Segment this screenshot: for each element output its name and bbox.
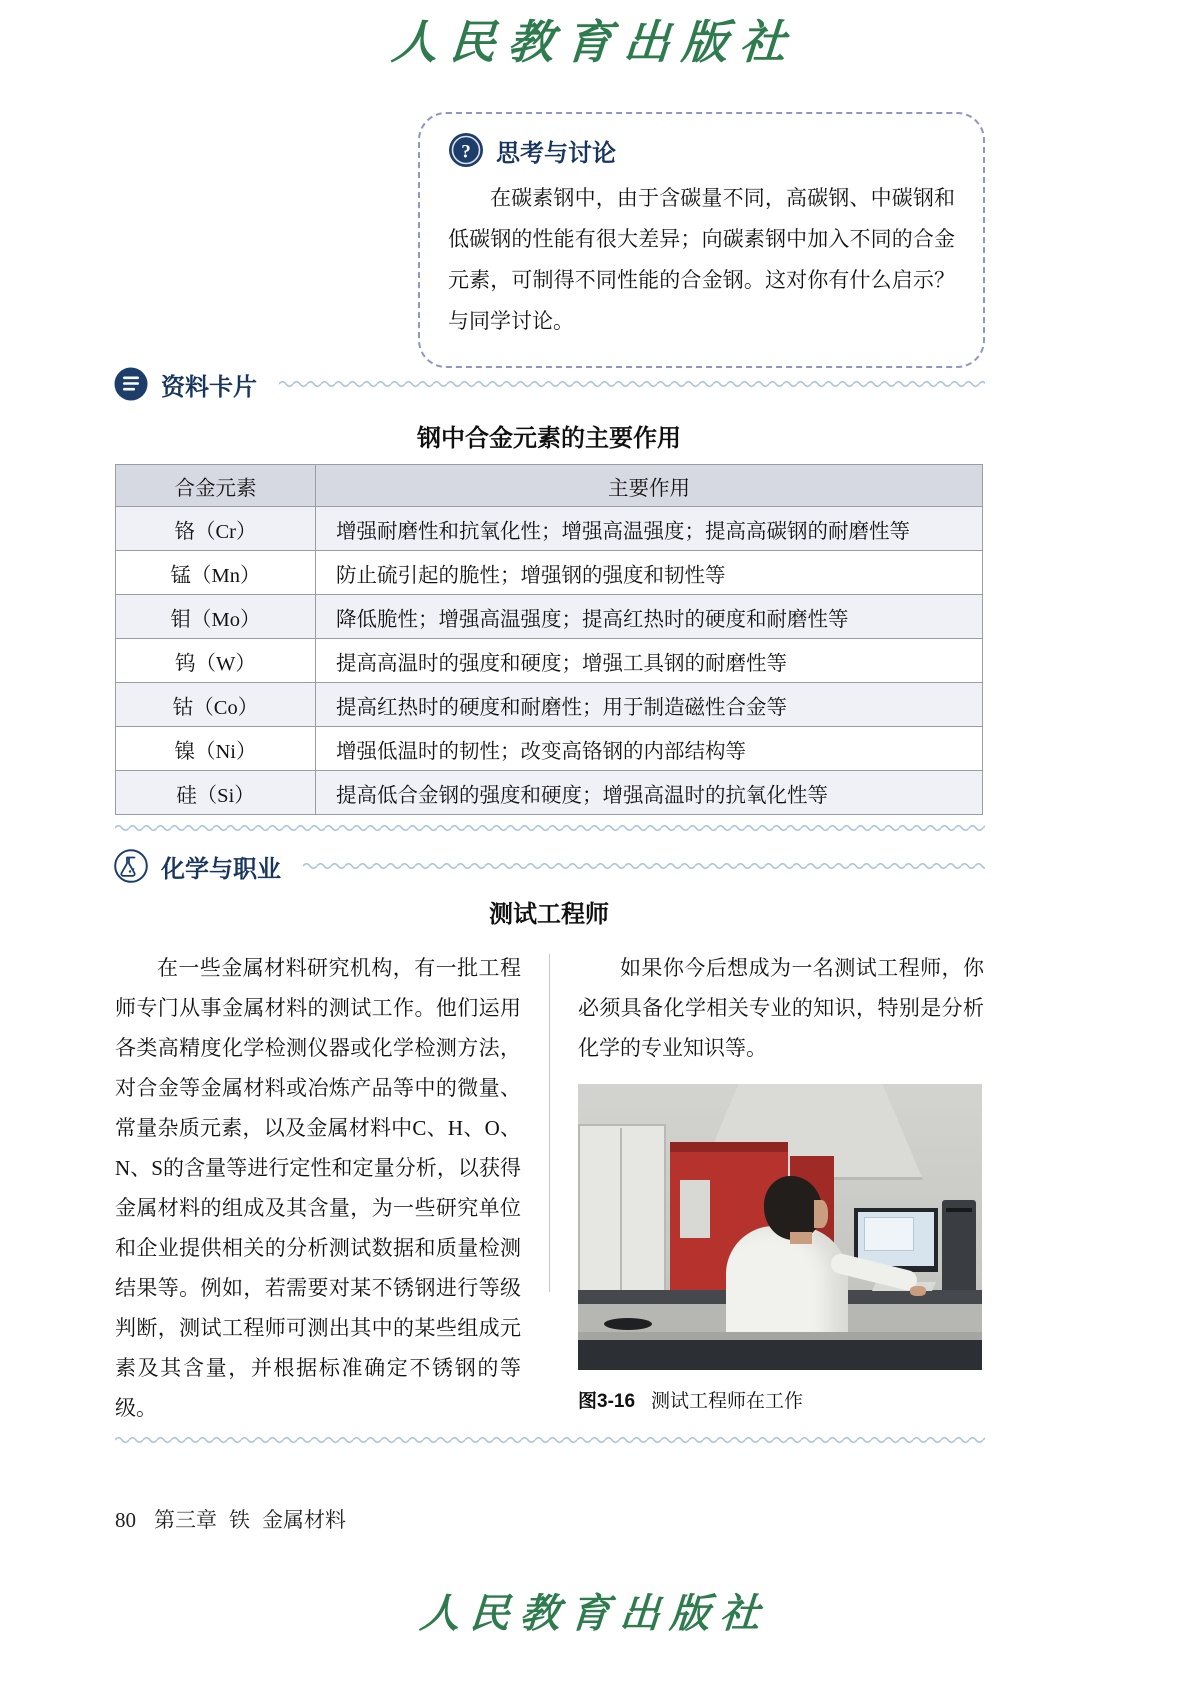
element-cell: 硅（Si） [116, 771, 316, 815]
publisher-logo-top: 人民教育出版社 [389, 17, 800, 68]
question-spiral-icon [448, 132, 484, 168]
element-cell: 镍（Ni） [116, 727, 316, 771]
figure-caption [578, 1382, 984, 1422]
career-title: 测试工程师 [489, 901, 609, 928]
photo-engineer-hand [910, 1286, 926, 1296]
photo-tower-slot [946, 1208, 972, 1212]
table-row [116, 595, 983, 639]
figure-label: 图3-16 [578, 1391, 636, 1412]
photo-foreground-bench [578, 1340, 982, 1370]
column-header-element: 合金元素 [116, 465, 316, 507]
effect-cell: 防止硫引起的脆性；增强钢的强度和韧性等 [316, 551, 983, 595]
photo-cabinet [578, 1124, 666, 1292]
career-left-paragraph: 在一些金属材料研究机构，有一批工程师专门从事金属材料的测试工作。他们运用各类高精度化学检测仪器或化学检测方法，对合金等金属材料或冶炼产品等中的微量、常量杂质元素，以及金属材料中C、H、O、N、S的含量等进行定性和定量分析，以获得金属材料的组成及其含量，为一些研究单位和企业提供相关的分析测试数据和质量检测结果等。例如，若需要对某不锈钢进行等级判断，测试工程师可测出其中的某些组成元素及其含量，并根据标准确定不锈钢的等级。 [115, 956, 521, 1420]
element-cell: 铬（Cr） [116, 507, 316, 551]
photo-analyzer-panel [680, 1180, 710, 1238]
alloy-elements-table [115, 464, 983, 815]
table-row [116, 551, 983, 595]
data-card-label: 资料卡片 [161, 373, 257, 401]
photo-cabinet-divider [620, 1128, 622, 1290]
table-title: 钢中合金元素的主要作用 [417, 425, 681, 452]
career-right-paragraph: 如果你今后想成为一名测试工程师，你必须具备化学相关专业的知识，特别是分析化学的专业知识等。 [578, 956, 984, 1060]
table-row [116, 683, 983, 727]
effect-cell: 增强耐磨性和抗氧化性；增强高温强度；提高高碳钢的耐磨性等 [316, 507, 983, 551]
column-header-effect: 主要作用 [316, 465, 983, 507]
effect-cell: 提高低合金钢的强度和硬度；增强高温时的抗氧化性等 [316, 771, 983, 815]
figure-photo-test-engineer [578, 1084, 982, 1370]
element-cell: 钴（Co） [116, 683, 316, 727]
alloy-table-wrap [115, 464, 983, 815]
element-cell: 锰（Mn） [116, 551, 316, 595]
career-label: 化学与职业 [161, 855, 281, 883]
element-cell: 钨（W） [116, 639, 316, 683]
data-card-section-header [113, 366, 985, 402]
wavy-line-decoration [279, 378, 985, 390]
photo-screen-window [864, 1217, 914, 1251]
effect-cell: 增强低温时的韧性；改变高铬钢的内部结构等 [316, 727, 983, 771]
career-left-column [115, 948, 521, 1428]
think-discuss-header [448, 132, 955, 168]
wavy-divider [115, 1434, 985, 1446]
think-discuss-title: 思考与讨论 [496, 139, 616, 167]
table-row [116, 639, 983, 683]
svg-text:?: ? [461, 141, 471, 163]
page-number: 80 [115, 1508, 136, 1532]
page-footer [115, 1504, 346, 1534]
card-notes-icon [113, 366, 149, 402]
think-discuss-box [418, 112, 985, 368]
chemistry-flask-icon [113, 848, 149, 884]
wavy-line-decoration [303, 860, 985, 872]
column-divider [549, 954, 550, 1292]
effect-cell: 提高高温时的强度和硬度；增强工具钢的耐磨性等 [316, 639, 983, 683]
photo-engineer-face [814, 1200, 828, 1228]
effect-cell: 提高红热时的硬度和耐磨性；用于制造磁性合金等 [316, 683, 983, 727]
photo-stool [604, 1318, 652, 1330]
footer-subject: 金属材料 [262, 1508, 346, 1532]
photo-bench-top [578, 1332, 982, 1340]
element-cell: 钼（Mo） [116, 595, 316, 639]
think-discuss-text: 在碳素钢中，由于含碳量不同，高碳钢、中碳钢和低碳钢的性能有很大差异；向碳素钢中加入不同的合金元素，可制得不同性能的合金钢。这对你有什么启示？与同学讨论。 [448, 186, 955, 333]
effect-cell: 降低脆性；增强高温强度；提高红热时的硬度和耐磨性等 [316, 595, 983, 639]
table-row [116, 771, 983, 815]
table-row [116, 727, 983, 771]
photo-engineer-neck [790, 1232, 812, 1244]
footer-section: 铁 [229, 1508, 250, 1532]
career-right-column [578, 948, 984, 1428]
table-row [116, 507, 983, 551]
footer-chapter: 第三章 [154, 1508, 217, 1532]
wavy-divider [115, 822, 985, 834]
figure-3-16 [578, 1084, 984, 1422]
career-section-header [113, 848, 985, 884]
table-header-row [116, 465, 983, 507]
publisher-logo-bottom: 人民教育出版社 [418, 1591, 772, 1636]
career-columns [115, 948, 985, 1428]
figure-caption-text: 测试工程师在工作 [651, 1391, 804, 1412]
